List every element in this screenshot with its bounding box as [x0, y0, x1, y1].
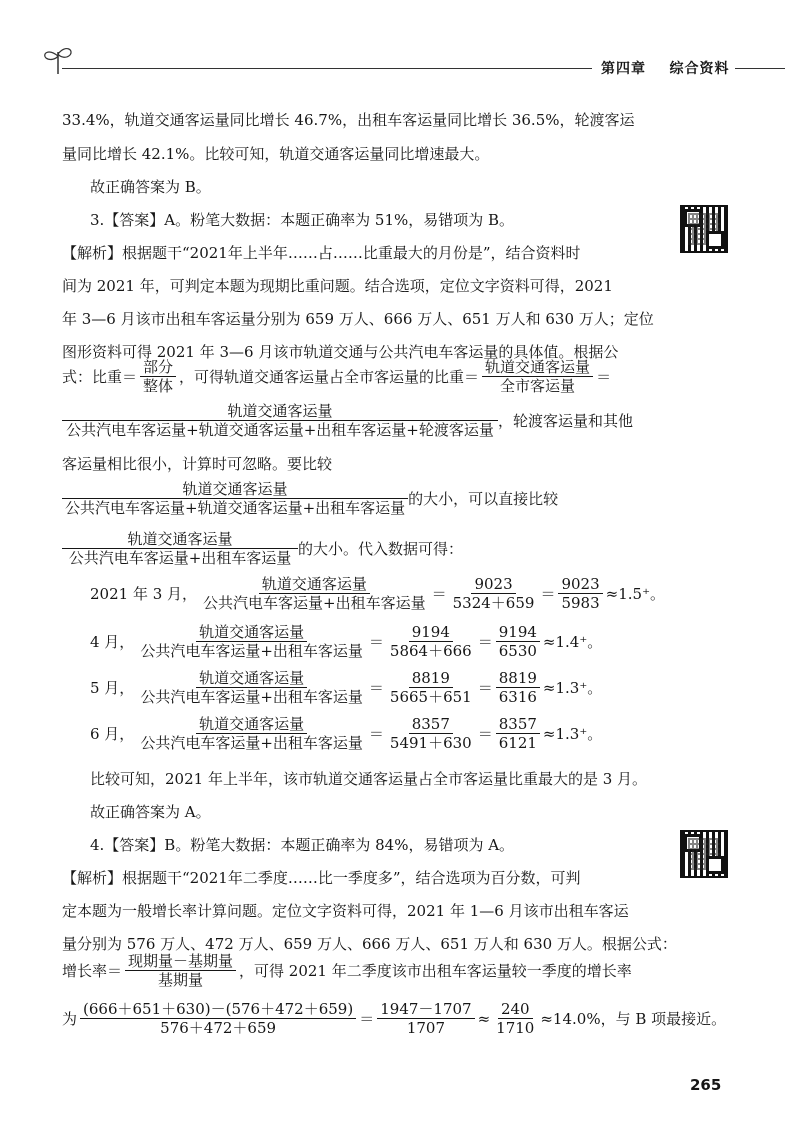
denominator: 1710 — [496, 1019, 535, 1037]
q3-answer: 3.【答案】A。粉笔大数据：本题正确率为 51%，易错项为 B。 — [90, 211, 515, 229]
numerator: 8357 — [409, 715, 453, 734]
formula-text: ≈14.0%，与 B 项最接近。 — [540, 1010, 727, 1028]
fraction-month — [200, 575, 429, 612]
fraction-values — [387, 669, 475, 706]
fraction-sum — [496, 623, 540, 660]
fraction-values — [387, 715, 475, 752]
equals: ＝ — [368, 725, 384, 743]
approx: ≈ — [477, 1009, 491, 1028]
header-rule-right — [735, 68, 785, 69]
numerator: (666＋651＋630)－(576＋472＋659) — [80, 1000, 356, 1019]
denominator: 6530 — [498, 642, 537, 660]
denominator: 公共汽电车客运量+出租车客运量 — [203, 594, 426, 612]
equals: ＝ — [477, 725, 493, 743]
fraction-sum — [558, 575, 602, 612]
numerator: 8819 — [409, 669, 453, 688]
month-row — [90, 715, 602, 752]
numerator: 240 — [498, 1000, 533, 1019]
text-line: 客运量相比很小，计算时可忽略。要比较 — [62, 455, 333, 473]
numerator: 8819 — [496, 669, 540, 688]
numerator: 轨道交通客运量 — [259, 575, 370, 594]
fraction-rail-city — [482, 358, 593, 395]
formula-prefix: 为 — [62, 1010, 78, 1028]
fraction-sum — [496, 669, 540, 706]
fraction-month — [137, 669, 366, 706]
equals: ＝ — [359, 1010, 375, 1028]
formula-ratio — [62, 358, 611, 395]
chapter-title: 综合资料 — [669, 61, 730, 77]
month-label: 4 月， — [90, 633, 135, 651]
denominator: 整体 — [143, 377, 174, 395]
denominator: 5324＋659 — [452, 594, 535, 612]
month-row — [90, 623, 602, 660]
text-line: 间为 2021 年，可判定本题为现期比重问题。结合选项，定位文字资料可得，2021 — [62, 277, 613, 295]
formula-three — [62, 480, 558, 517]
numerator: 9194 — [409, 623, 453, 642]
denominator: 公共汽电车客运量+出租车客运量 — [140, 642, 363, 660]
equals: ＝ — [368, 633, 384, 651]
q4-answer: 4.【答案】B。粉笔大数据：本题正确率为 84%，易错项为 A。 — [90, 836, 515, 854]
fraction-expression — [80, 1000, 356, 1037]
result: ≈1.3⁺。 — [542, 679, 603, 697]
formula-text: ，轮渡客运量和其他 — [498, 412, 634, 430]
numerator: 1947－1707 — [377, 1000, 474, 1019]
chapter-header — [601, 58, 730, 78]
equals: ＝ — [368, 679, 384, 697]
numerator: 8357 — [496, 715, 540, 734]
denominator: 5864＋666 — [389, 642, 472, 660]
result: ≈1.4⁺。 — [542, 633, 603, 651]
fraction-sum — [496, 715, 540, 752]
fraction-values — [450, 575, 538, 612]
denominator: 6121 — [498, 734, 537, 752]
month-row — [90, 575, 665, 612]
fraction-month — [137, 715, 366, 752]
month-row — [90, 669, 602, 706]
denominator: 公共汽电车客运量+出租车客运量 — [68, 549, 292, 567]
formula-all — [62, 402, 633, 439]
fraction-all — [62, 402, 498, 439]
numerator: 轨道交通客运量 — [62, 480, 408, 499]
text-line: 定本题为一般增长率计算问题。定位文字资料可得，2021 年 1—6 月该市出租车客运 — [62, 902, 629, 920]
fraction-growth — [125, 952, 236, 989]
fraction-part-whole — [140, 358, 176, 395]
formula-growth — [62, 952, 632, 989]
numerator: 9194 — [496, 623, 540, 642]
result: ≈1.5⁺。 — [605, 585, 665, 603]
text-line: 【解析】根据题干“2021年上半年……占……比重最大的月份是”，结合资料时 — [62, 244, 581, 262]
formula-text: 的大小。代入数据可得： — [298, 540, 464, 558]
fraction-approx — [493, 1000, 537, 1037]
numerator: 轨道交通客运量 — [196, 623, 307, 642]
leaf-sprout-icon — [38, 42, 78, 76]
text-line: 图形资料可得 2021 年 3—6 月该市轨道交通与公共汽电车客运量的具体值。根据公 — [62, 343, 619, 361]
denominator: 公共汽电车客运量+出租车客运量 — [140, 688, 363, 706]
text-line: 量同比增长 42.1%。比较可知，轨道交通客运量同比增速最大。 — [62, 145, 490, 163]
denominator: 576＋472＋659 — [160, 1019, 277, 1037]
result: ≈1.3⁺。 — [542, 725, 603, 743]
denominator: 全市客运量 — [500, 377, 576, 395]
numerator: 轨道交通客运量 — [62, 402, 498, 421]
equals: ＝ — [540, 585, 556, 603]
equals: ＝ — [477, 679, 493, 697]
numerator: 轨道交通客运量 — [482, 358, 593, 377]
formula-text: ，可得轨道交通客运量占全市客运量的比重＝ — [179, 368, 480, 386]
fraction-two — [62, 530, 298, 567]
formula-result — [62, 1000, 726, 1037]
denominator: 5983 — [561, 594, 600, 612]
equals: ＝ — [596, 368, 612, 386]
formula-text: ，可得 2021 年二季度该市出租车客运量较一季度的增长率 — [239, 962, 632, 980]
numerator: 轨道交通客运量 — [196, 715, 307, 734]
numerator: 轨道交通客运量 — [196, 669, 307, 688]
text-line: 量分别为 576 万人、472 万人、659 万人、666 万人、651 万人和 630 万人。根据公式： — [62, 935, 677, 953]
numerator: 轨道交通客运量 — [62, 530, 298, 549]
chapter-number: 第四章 — [601, 61, 646, 77]
text-line: 故正确答案为 B。 — [90, 178, 211, 196]
denominator: 5665＋651 — [389, 688, 472, 706]
formula-two — [62, 530, 463, 567]
text-line: 比较可知，2021 年上半年，该市轨道交通客运量占全市客运量比重最大的是 3 月。 — [90, 770, 648, 788]
formula-prefix: 式：比重＝ — [62, 368, 138, 386]
denominator: 公共汽电车客运量+轨道交通客运量+出租车客运量 — [65, 499, 406, 517]
denominator: 公共汽电车客运量+出租车客运量 — [140, 734, 363, 752]
text-line: 【解析】根据题干“2021年二季度……比一季度多”，结合选项为百分数，可判 — [62, 869, 581, 887]
page-number: 265 — [690, 1076, 722, 1094]
qr-code-icon[interactable] — [680, 205, 728, 253]
month-label: 5 月， — [90, 679, 135, 697]
month-label: 6 月， — [90, 725, 135, 743]
month-label: 2021 年 3 月， — [90, 585, 198, 603]
fraction-month — [137, 623, 366, 660]
denominator: 6316 — [498, 688, 537, 706]
equals: ＝ — [477, 633, 493, 651]
text-line: 年 3—6 月该市出租车客运量分别为 659 万人、666 万人、651 万人和 630 万人；定位 — [62, 310, 654, 328]
qr-code-icon[interactable] — [680, 830, 728, 878]
fraction-three — [62, 480, 408, 517]
formula-text: 的大小，可以直接比较 — [408, 490, 559, 508]
denominator: 5491＋630 — [389, 734, 472, 752]
denominator: 公共汽电车客运量+轨道交通客运量+出租车客运量+轮渡客运量 — [66, 421, 494, 439]
equals: ＝ — [431, 585, 447, 603]
denominator: 1707 — [406, 1019, 445, 1037]
numerator: 部分 — [140, 358, 176, 377]
numerator: 现期量－基期量 — [125, 952, 236, 971]
denominator: 基期量 — [158, 971, 204, 989]
formula-prefix: 增长率＝ — [62, 962, 123, 980]
header-rule-left — [62, 68, 592, 69]
text-line: 故正确答案为 A。 — [90, 803, 211, 821]
fraction-values — [387, 623, 475, 660]
text-line: 33.4%，轨道交通客运量同比增长 46.7%，出租车客运量同比增长 36.5%，轮渡客运 — [62, 111, 635, 129]
numerator: 9023 — [471, 575, 515, 594]
numerator: 9023 — [558, 575, 602, 594]
fraction-diff — [377, 1000, 474, 1037]
